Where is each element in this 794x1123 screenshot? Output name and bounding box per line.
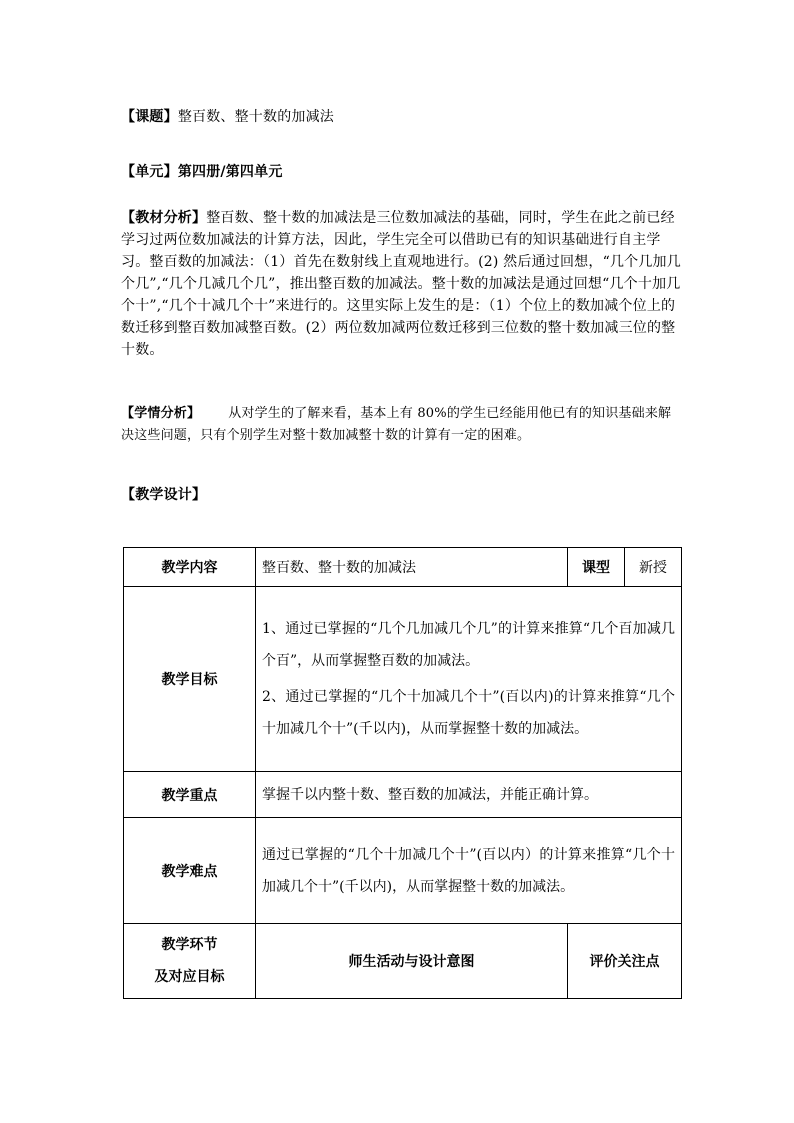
table-row [124, 548, 682, 587]
difficulty-value: 通过已掌握的“几个十加减几个十”(百以内）的计算来推算“几个十加减几个十”(千以内)，从而掌握整十数的加减法。 [256, 818, 682, 924]
teaching-design-heading: 【教学设计】 [121, 487, 207, 503]
material-analysis-label: 【教材分析】 [121, 210, 207, 226]
goal-item-2: 2、通过已掌握的“几个十加减几个十”(百以内)的计算来推算“几个十加减几个十”(千以内)，从而掌握整十数的加减法。 [262, 689, 675, 737]
lesson-plan-table [123, 547, 682, 999]
unit-label: 【单元】 [121, 164, 178, 180]
unit-line [121, 161, 681, 183]
table-row [124, 587, 682, 772]
stage-label-line-1: 教学环节 [161, 937, 218, 953]
student-analysis-label: 【学情分析】 [121, 406, 201, 421]
content-label: 教学内容 [124, 548, 256, 587]
table-row [124, 924, 682, 999]
activity-label: 师生活动与设计意图 [256, 924, 568, 999]
content-value: 整百数、整十数的加减法 [256, 548, 568, 587]
stage-label [124, 924, 256, 999]
evaluation-label: 评价关注点 [568, 924, 682, 999]
difficulty-label: 教学难点 [124, 818, 256, 924]
topic-line [121, 106, 681, 128]
goal-label: 教学目标 [124, 587, 256, 772]
table-row [124, 818, 682, 924]
topic-label: 【课题】 [121, 109, 178, 125]
student-analysis-paragraph [121, 403, 681, 447]
student-analysis-text: 从对学生的了解来看，基本上有 80%的学生已经能用他已有的知识基础来解决这些问题，只有个别学生对整十数加减整十数的计算有一定的困难。 [121, 406, 672, 443]
table-row [124, 772, 682, 818]
goal-item-1: 1、通过已掌握的“几个几加减几个几”的计算来推算“几个百加减几个百”，从而掌握整百数的加减法。 [262, 621, 675, 669]
material-analysis-text: 整百数、整十数的加减法是三位数加减法的基础，同时，学生在此之前已经学习过两位数加减法的计算方法，因此，学生完全可以借助已有的知识基础进行自主学习。整百数的加减法：（1）首先在数射线上直观地进行。(2) 然后通过回想，“几个几加几个几”,“几个几减几个几”，推出整百数的加减法。整十数的加减法是通过回想“几个十加几个十”,“几个十减几个十”来进行的。这里实际上发生的是：（1）个位上的数加减个位上的数迁移到整百数加减整百数。(2）两位数加减两位数迁移到三位数的整十数加减三位的整十数。 [121, 210, 681, 358]
goal-cell [256, 587, 682, 772]
stage-label-line-2: 及对应目标 [154, 969, 225, 985]
unit-value: 第四册/第四单元 [177, 164, 283, 180]
lesson-type-label: 课型 [568, 548, 625, 587]
topic-value: 整百数、整十数的加减法 [177, 109, 335, 125]
key-point-value: 掌握千以内整十数、整百数的加减法，并能正确计算。 [256, 772, 682, 818]
material-analysis-paragraph [121, 207, 681, 361]
lesson-type-value: 新授 [625, 548, 682, 587]
key-point-label: 教学重点 [124, 772, 256, 818]
